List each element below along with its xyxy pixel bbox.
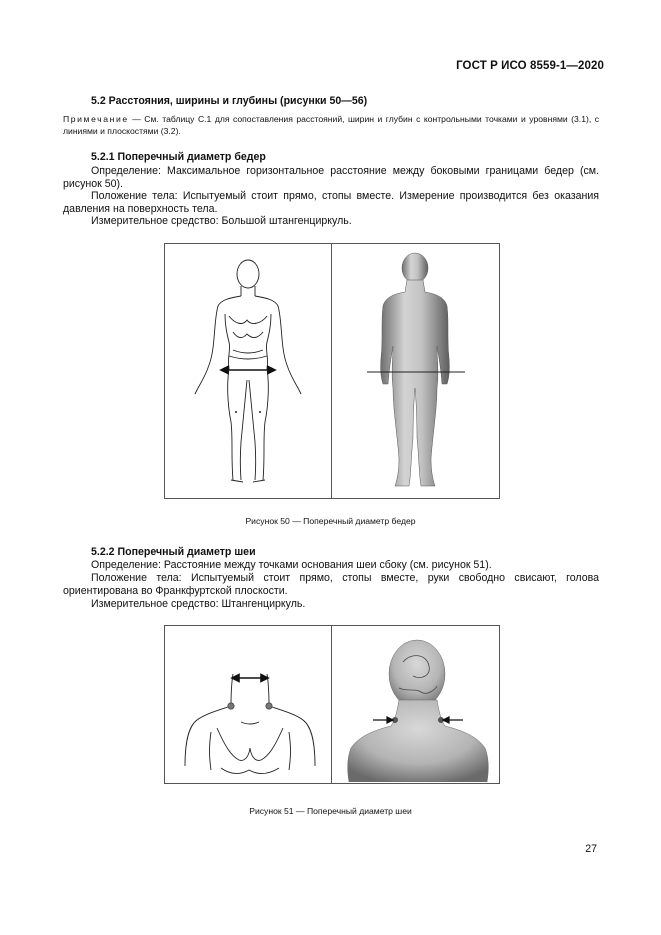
figure-50-caption: Рисунок 50 — Поперечный диаметр бедер (245, 516, 416, 526)
subsection-title-hips: 5.2.1 Поперечный диаметр бедер (91, 151, 266, 163)
figure-51-frame (164, 625, 500, 784)
figure-50-divider (331, 244, 332, 498)
section-title: 5.2 Расстояния, ширины и глубины (рисунки 50—56) (91, 95, 368, 107)
subsection-title-neck: 5.2.2 Поперечный диаметр шеи (91, 546, 256, 558)
hips-definition: Определение: Максимальное горизонтальное расстояние между боковыми границами бедер (см. рисунок 50). (63, 165, 599, 191)
section-note (63, 113, 599, 137)
figure-51-caption: Рисунок 51 — Поперечный диаметр шеи (249, 806, 412, 816)
note-text: — См. таблицу С.1 для сопоставления расстояний, ширин и глубин с контрольными точками и уровнями (3.1), с линиями и плоскостями (3.2). (63, 114, 599, 136)
figure-50-line-drawing (185, 252, 315, 492)
hips-measuring-tool: Измерительное средство: Большой штангенциркуль. (91, 215, 352, 227)
figure-51-3d-scan (341, 630, 491, 782)
page-number: 27 (585, 843, 597, 855)
figure-51-line-drawing (175, 636, 325, 782)
neck-body-position: Положение тела: Испытуемый стоит прямо, стопы вместе, руки свободно свисают, голова ориентирована во Франкфуртской плоскости. (63, 572, 599, 598)
figure-50-3d-scan (337, 248, 495, 492)
hips-body-position: Положение тела: Испытуемый стоит прямо, стопы вместе. Измерение производится без оказания давления на поверхность тела. (63, 190, 599, 216)
figure-50-frame (164, 243, 500, 499)
note-label: Примечание (63, 114, 129, 124)
document-header: ГОСТ Р ИСО 8559-1—2020 (456, 60, 604, 72)
neck-definition: Определение: Расстояние между точками основания шеи сбоку (см. рисунок 51). (91, 559, 492, 571)
neck-measuring-tool: Измерительное средство: Штангенциркуль. (91, 598, 306, 610)
figure-51-divider (331, 626, 332, 783)
